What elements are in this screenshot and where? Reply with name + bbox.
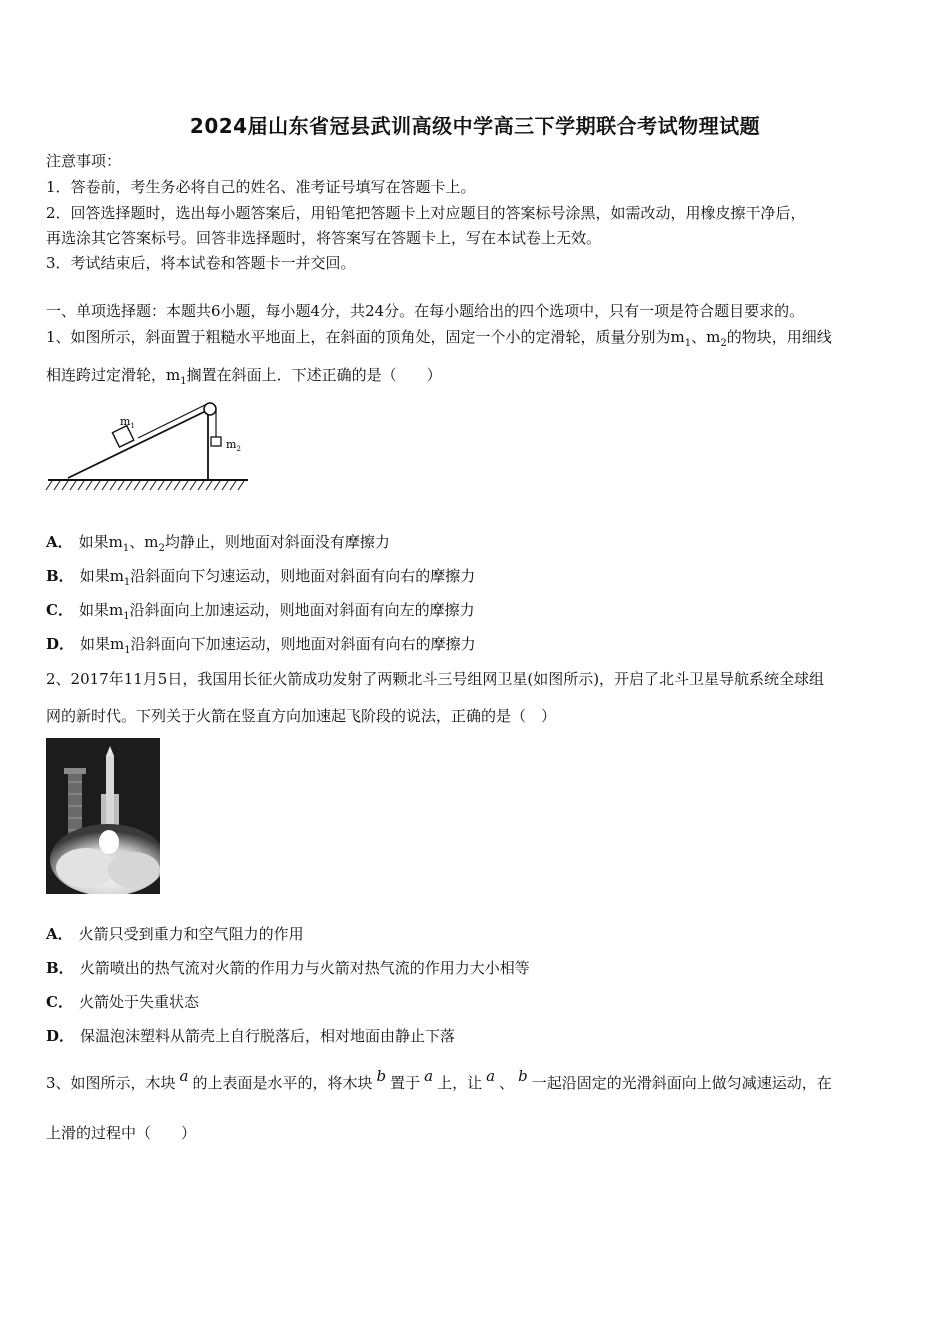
option-sub: 1	[122, 543, 130, 554]
option-letter: D．	[46, 1027, 75, 1045]
q1-option-d[interactable]	[46, 634, 476, 661]
option-letter: D．	[46, 635, 75, 653]
q2-stem-line1: 2、2017年11月5日，我国用长征火箭成功发射了两颗北斗三号组网卫星(如图所示)，开启了北斗卫星导航系统全球组	[46, 670, 825, 688]
notice-item-2-cont: 再选涂其它答案标号。回答非选择题时，将答案写在答题卡上，写在本试卷上无效。	[46, 229, 602, 247]
notice-item-3: 3．考试结束后，将本试卷和答题卡一并交回。	[46, 254, 356, 272]
q2-option-a[interactable]	[46, 924, 304, 944]
q3-stem-line1	[46, 1067, 832, 1093]
option-letter: B．	[46, 959, 74, 977]
label-m2: $m_2$	[226, 438, 241, 453]
option-letter: A．	[46, 533, 73, 551]
exam-title: 2024届山东省冠县武训高级中学高三下学期联合考试物理试题	[189, 114, 761, 138]
q2-option-c[interactable]	[46, 992, 199, 1012]
option-text: 均静止，则地面对斜面没有摩擦力	[164, 533, 390, 551]
option-text: 如果m	[80, 635, 125, 653]
option-text: 火箭只受到重力和空气阻力的作用	[78, 925, 304, 943]
option-text: 如果m	[78, 601, 124, 619]
q1-option-c[interactable]	[46, 600, 475, 627]
option-letter: B．	[46, 567, 74, 585]
option-text: 如果m	[79, 567, 124, 585]
q3-stem-line2: 上滑的过程中（ ）	[46, 1124, 197, 1142]
string-incline	[138, 403, 209, 438]
q1-sub-3: 1	[180, 376, 187, 387]
notice-heading: 注意事项：	[46, 152, 122, 170]
block-m2	[211, 437, 221, 446]
label-m1: $m_1$	[120, 415, 135, 430]
q1-text-d: 相连跨过定滑轮，m	[46, 366, 181, 384]
q3-text: 一起沿固定的光滑斜面向上做匀减速运动，在	[531, 1074, 832, 1092]
incline-surface	[68, 410, 208, 478]
var-a: a	[486, 1067, 496, 1085]
notice-item-1: 1．答卷前，考生务必将自己的姓名、准考证号填写在答题卡上。	[46, 178, 476, 196]
q1-text-a: 1、如图所示，斜面置于粗糙水平地面上，在斜面的顶角处，固定一个小的定滑轮，质量分别为m	[46, 328, 685, 346]
var-a: a	[179, 1067, 189, 1085]
option-letter: A．	[46, 925, 73, 943]
option-text: 沿斜面向下加速运动，则地面对斜面有向右的摩擦力	[130, 635, 476, 653]
notice-item-2: 2．回答选择题时，选出每小题答案后，用铅笔把答题卡上对应题目的答案标号涂黑，如需改动，用橡皮擦干净后，	[46, 204, 806, 222]
q3-text: 、	[499, 1074, 515, 1092]
q3-text: 上，让	[437, 1074, 483, 1092]
ground-hatching	[46, 481, 244, 490]
option-sub: 1	[123, 577, 131, 588]
option-text: 火箭喷出的热气流对火箭的作用力与火箭对热气流的作用力大小相等	[79, 959, 530, 977]
q1-sub-2: 2	[720, 338, 727, 349]
var-b: b	[376, 1067, 387, 1085]
option-text: 、m	[129, 533, 159, 551]
option-letter: C．	[46, 601, 73, 619]
var-b: b	[518, 1067, 528, 1085]
option-text: 如果m	[78, 533, 123, 551]
option-text: 保温泡沫塑料从箭壳上自行脱落后，相对地面由静止下落	[80, 1027, 456, 1045]
option-letter: C．	[46, 993, 73, 1011]
section-1-header: 一、单项选择题：本题共6小题，每小题4分，共24分。在每小题给出的四个选项中，只有一项是符合题目要求的。	[46, 302, 805, 320]
q1-option-a[interactable]	[46, 532, 390, 559]
q1-text-e: 搁置在斜面上．下述正确的是（ ）	[186, 366, 442, 384]
rocket-launch-photo	[46, 738, 160, 894]
option-text: 沿斜面向下匀速运动，则地面对斜面有向右的摩擦力	[130, 567, 476, 585]
incline-pulley-figure	[44, 392, 250, 494]
q2-stem-line2: 网的新时代。下列关于火箭在竖直方向加速起飞阶段的说法，正确的是（ ）	[46, 707, 557, 725]
q1-stem-line2	[46, 365, 442, 392]
q1-stem-line1	[46, 327, 832, 354]
q1-text-b: 、m	[691, 328, 721, 346]
option-text: 沿斜面向上加速运动，则地面对斜面有向左的摩擦力	[129, 601, 475, 619]
q2-option-b[interactable]	[46, 958, 530, 978]
option-sub: 1	[124, 645, 131, 656]
q2-option-d[interactable]	[46, 1026, 455, 1046]
var-a: a	[424, 1067, 434, 1085]
q1-option-b[interactable]	[46, 566, 475, 593]
option-sub: 2	[158, 543, 165, 554]
q1-sub-1: 1	[684, 338, 692, 349]
q3-text: 的上表面是水平的，将木块	[192, 1074, 373, 1092]
q3-text: 置于	[390, 1074, 421, 1092]
q3-text: 3、如图所示，木块	[46, 1074, 176, 1092]
option-sub: 1	[123, 611, 130, 622]
option-text: 火箭处于失重状态	[78, 993, 199, 1011]
q1-text-c: 的物块，用细线	[726, 328, 832, 346]
